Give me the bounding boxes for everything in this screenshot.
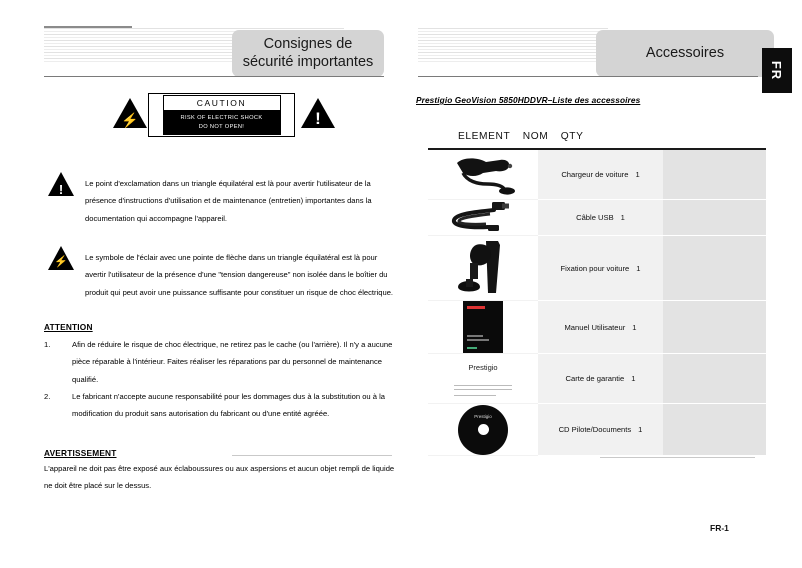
lightning-bolt-glyph: ⚡ [121,112,139,128]
list-item-text: Le fabricant n'accepte aucune responsabilité pour les dommages dus à la substitution ou à la modification du produit sans autorisation du fabricant ou d'une entité agréée. [72,391,385,419]
manual-line [467,335,483,337]
table-cell-blank [663,301,766,354]
accessory-qty: 1 [635,170,640,179]
table-cell-blank [663,200,766,236]
table-footer-rule [600,457,755,458]
accessory-qty: 1 [631,374,636,383]
table-cell-blank [663,150,766,200]
accessory-name: Carte de garantie [565,374,625,383]
column-header-qty: QTY [560,131,584,142]
language-tab-fr [762,48,792,93]
table-cell-blank [663,236,766,301]
accessories-table-column-headers [458,131,593,142]
caution-subtext-line2: DO NOT OPEN! [198,123,245,130]
right-header-stripes [418,26,608,64]
table-row [428,236,766,301]
accessory-qty: 1 [638,425,643,434]
table-cell-blank [663,404,766,456]
exclamation-mark-glyph-para1: ! [58,182,64,197]
usb-cable-icon [444,198,522,238]
table-row [428,404,766,456]
language-tab-label: FR [769,60,785,81]
manual-line [467,347,477,349]
table-row [428,354,766,404]
right-page-title: Accessoires [596,30,774,77]
card-line [454,385,512,386]
left-header-rule [44,76,384,77]
driver-cd-icon [458,405,508,455]
accessory-name: CD Pilote/Documents [558,425,632,434]
table-cell-name [538,404,663,456]
right-header-rule [418,76,758,77]
list-item-number: 2. [44,391,51,401]
accessories-subtitle: Prestigio GeoVision 5850HDDVR–Liste des accessoires [416,95,641,105]
page-number: FR-1 [710,523,729,533]
car-mount-image [428,236,538,301]
exclamation-mark-glyph: ! [315,109,321,128]
card-brand-label: Prestigio [468,362,498,372]
table-cell-name [538,301,663,354]
left-page-title-line2: sécurité importantes [242,53,374,70]
table-cell-name [538,354,663,404]
accessory-name: Manuel Utilisateur [564,322,626,332]
accessory-qty: 1 [620,213,625,222]
avertissement-heading: AVERTISSEMENT [44,448,117,458]
manual-line [467,339,489,341]
cd-subtext [458,443,508,447]
avertissement-rule [232,455,392,456]
user-manual-image [428,301,538,354]
user-manual-icon [463,301,503,353]
warranty-card-icon [444,359,522,399]
table-cell-name [538,236,663,301]
cd-subtext2 [458,448,508,452]
table-row [428,200,766,236]
column-header-nom: NOM [522,131,549,142]
card-line [454,389,512,390]
driver-cd-image [428,404,538,456]
left-page-title [232,30,384,77]
caution-title: CAUTION [163,95,281,111]
warning-paragraph-2: Le symbole de l'éclair avec une pointe de flèche dans un triangle équilatéral est là pour avertir l'utilisateur de la présence d'une "tension dangereuse" non isolée dans le boîtier du produit qui peut avoir une puissance suffisante pour constituer un risque de choc électrique. [85,253,394,297]
cd-hole [478,424,489,435]
table-row [428,150,766,200]
car-charger-icon [443,151,523,199]
accessory-name: Câble USB [576,213,614,222]
warranty-card-image [428,354,538,404]
table-row [428,301,766,354]
accessory-qty: 1 [632,322,637,332]
table-cell-blank [663,354,766,404]
accessories-table [428,148,766,456]
list-item-text: Afin de réduire le risque de choc électrique, ne retirez pas le cache (ou l'arrière). Il n'y a aucune pièce réparable à l'intérieur. Faites réaliser les réparations par du personnel de maintenance qualifié. [72,340,393,384]
list-item-number: 1. [44,340,51,349]
card-line [454,395,496,396]
accessory-qty: 1 [636,263,641,273]
avertissement-text: L'appareil ne doit pas être exposé aux éclaboussures ou aux aspersions et aucun objet rempli de liquide ne doit être placé sur le dessus. [44,464,395,491]
attention-heading: ATTENTION [44,322,93,332]
car-charger-image [428,150,538,200]
cd-brand-label: Prestigio [474,413,492,419]
list-item [44,336,400,388]
left-page-title-line1: Consignes de [263,35,353,52]
caution-box [148,93,295,137]
caution-subtext-line1: RISK OF ELECTRIC SHOCK [180,114,263,121]
accessory-name: Fixation pour voiture [560,263,630,273]
car-mount-icon [446,235,520,301]
warning-paragraph-1: Le point d'exclamation dans un triangle équilatéral est là pour avertir l'utilisateur de la présence d'instructions d'utilisation et de maintenance (entretien) importantes dans la documentation qui accompagne l'appareil. [85,179,372,223]
manual-brand-mark [467,306,485,309]
attention-list [44,336,400,423]
table-cell-name [538,200,663,236]
caution-subtext [163,111,281,134]
left-header-topline [44,26,132,28]
table-cell-name [538,150,663,200]
accessory-name: Chargeur de voiture [561,170,629,179]
column-header-element: ELEMENT [458,131,511,142]
usb-cable-image [428,200,538,236]
lightning-bolt-glyph-para2: ⚡ [54,256,68,268]
list-item [44,388,400,423]
